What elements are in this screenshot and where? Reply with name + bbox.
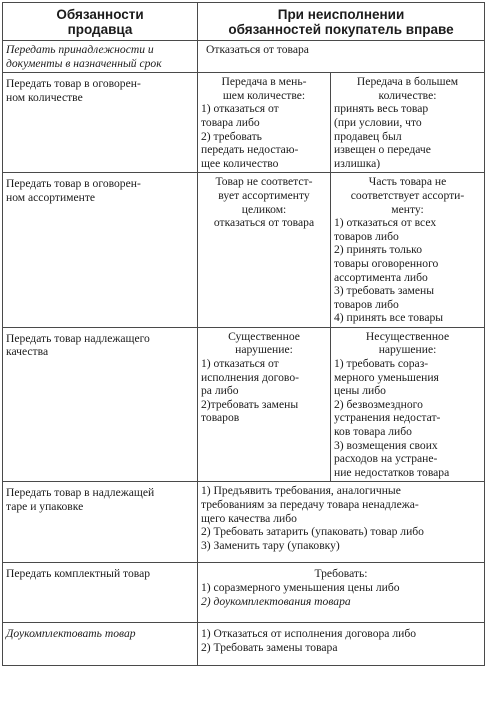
remedy-cell	[198, 482, 485, 563]
table-row	[3, 73, 485, 173]
text-line: вует ассортименту	[218, 188, 310, 202]
text-line: товары оговоренного	[334, 256, 439, 270]
text-line: устранения недостат-	[334, 411, 441, 425]
duty-cell	[3, 563, 198, 623]
text-line: документы в назначенный срок	[6, 56, 162, 70]
obligations-table	[2, 2, 485, 666]
text-line: 3) требовать замены	[334, 284, 435, 298]
text-line: 2)требовать замены	[201, 397, 299, 411]
table-row	[3, 563, 485, 623]
remedy-cell	[198, 623, 485, 666]
duty-cell	[3, 173, 198, 328]
text-line: 2) требовать	[201, 129, 262, 143]
table-row	[3, 482, 485, 563]
text-line: Товар не соответст-	[215, 175, 313, 189]
header-seller-duties	[3, 3, 198, 41]
text-line: извещен о передаче	[334, 143, 431, 157]
text-line: 1) отказаться от	[201, 102, 279, 116]
text-line: излишка)	[334, 156, 381, 170]
table-row	[3, 623, 485, 666]
header-line: Обязанности	[56, 6, 144, 22]
text-line: 2) Требовать замены товара	[201, 641, 338, 654]
remedy-cell	[198, 563, 485, 623]
text-line: Передать комплектный товар	[6, 567, 151, 581]
text-line: Несущественное	[365, 329, 450, 343]
text-line: ра либо	[201, 384, 239, 398]
text-line: целиком:	[241, 202, 287, 216]
text-line: 1) отказаться от всех	[334, 216, 437, 230]
header-line: При неисполнении	[277, 6, 405, 22]
text-line: Доукомплектовать товар	[6, 627, 136, 641]
text-line: исполнения догово-	[201, 370, 299, 384]
text-line: ние недостатков товара	[334, 465, 450, 479]
header-line: обязанностей покупатель вправе	[228, 21, 454, 37]
text-line: Требовать:	[314, 567, 368, 581]
text-line: 1) Отказаться от исполнения договора либо	[201, 627, 417, 641]
text-line: шем количестве:	[222, 88, 306, 102]
remedy-left-cell	[198, 327, 331, 482]
text-line: отказаться от товара	[213, 216, 315, 230]
remedy-left-cell	[198, 173, 331, 328]
text-line: Передать товар в оговорен-	[6, 177, 141, 191]
text-line: Отказаться от товара	[206, 43, 309, 56]
text-line: ассортимента либо	[334, 270, 428, 284]
duty-cell	[3, 327, 198, 482]
text-line: щего качества либо	[201, 511, 297, 525]
text-line: (при условии, что	[334, 115, 422, 129]
text-line: 1) отказаться от	[201, 357, 279, 371]
text-line: таре и упаковке	[6, 500, 84, 513]
text-line: Передать товар в оговорен-	[6, 77, 141, 91]
text-line: товаров либо	[334, 297, 399, 311]
text-line: Передача в большем	[356, 75, 459, 89]
text-line: ном количестве	[6, 90, 83, 104]
text-line: цены либо	[334, 384, 386, 398]
remedy-cell	[198, 41, 485, 73]
text-line: соответствует ассорти-	[350, 188, 465, 202]
text-line: 1) соразмерного уменьшения цены либо	[201, 581, 400, 594]
table-row	[3, 173, 485, 328]
remedy-right-cell	[331, 73, 485, 173]
text-line: требованиям за передачу товара ненадлежа-	[201, 498, 419, 511]
text-line: 2) безвозмездного	[334, 397, 423, 411]
text-line: товаров либо	[334, 229, 399, 243]
text-line: 2) доукомплектования товара	[201, 594, 351, 608]
remedy-right-cell	[331, 327, 485, 482]
text-line: 1) требовать сораз-	[334, 357, 429, 371]
text-line: щее количество	[201, 156, 279, 170]
text-line: 2) Требовать затарить (упаковать) товар либо	[201, 525, 424, 539]
text-line: ном ассортименте	[6, 190, 96, 204]
duty-cell	[3, 623, 198, 666]
header-buyer-rights	[198, 3, 485, 41]
table-header-row	[3, 3, 485, 41]
text-line: Передача в мень-	[221, 75, 307, 89]
text-line: расходов на устране-	[334, 452, 438, 466]
duty-cell	[3, 73, 198, 173]
text-line: товаров	[201, 411, 240, 425]
header-line: продавца	[67, 21, 133, 37]
text-line: принять весь товар	[334, 102, 429, 116]
text-line: 4) принять все товары	[334, 311, 444, 325]
text-line: 3) возмещения своих	[334, 438, 438, 452]
text-line: продавец был	[334, 129, 402, 143]
text-line: качества	[6, 345, 49, 359]
obligations-table-container	[2, 2, 484, 666]
duty-cell	[3, 41, 198, 73]
table-row	[3, 327, 485, 482]
text-line: Существенное	[228, 329, 300, 343]
text-line: мерного уменьшения	[334, 370, 439, 384]
text-line: нарушение:	[235, 343, 293, 357]
text-line: ков товара либо	[334, 425, 412, 439]
table-row	[3, 41, 485, 73]
text-line: Передать товар надлежащего	[6, 331, 150, 345]
text-line: Передать товар в надлежащей	[6, 486, 155, 500]
text-line: передать недостаю-	[201, 143, 299, 157]
duty-cell	[3, 482, 198, 563]
remedy-right-cell	[331, 173, 485, 328]
text-line: количестве:	[378, 88, 437, 102]
text-line: нарушение:	[378, 343, 437, 357]
text-line: Часть товара не	[368, 175, 447, 189]
text-line: 1) Предъявить требования, аналогичные	[201, 484, 401, 498]
text-line: 3) Заменить тару (упаковку)	[201, 538, 340, 552]
text-line: товара либо	[201, 115, 260, 129]
text-line: Передать принадлежности и	[6, 43, 154, 56]
remedy-left-cell	[198, 73, 331, 173]
text-line: 2) принять только	[334, 243, 423, 257]
text-line: менту:	[391, 202, 424, 216]
